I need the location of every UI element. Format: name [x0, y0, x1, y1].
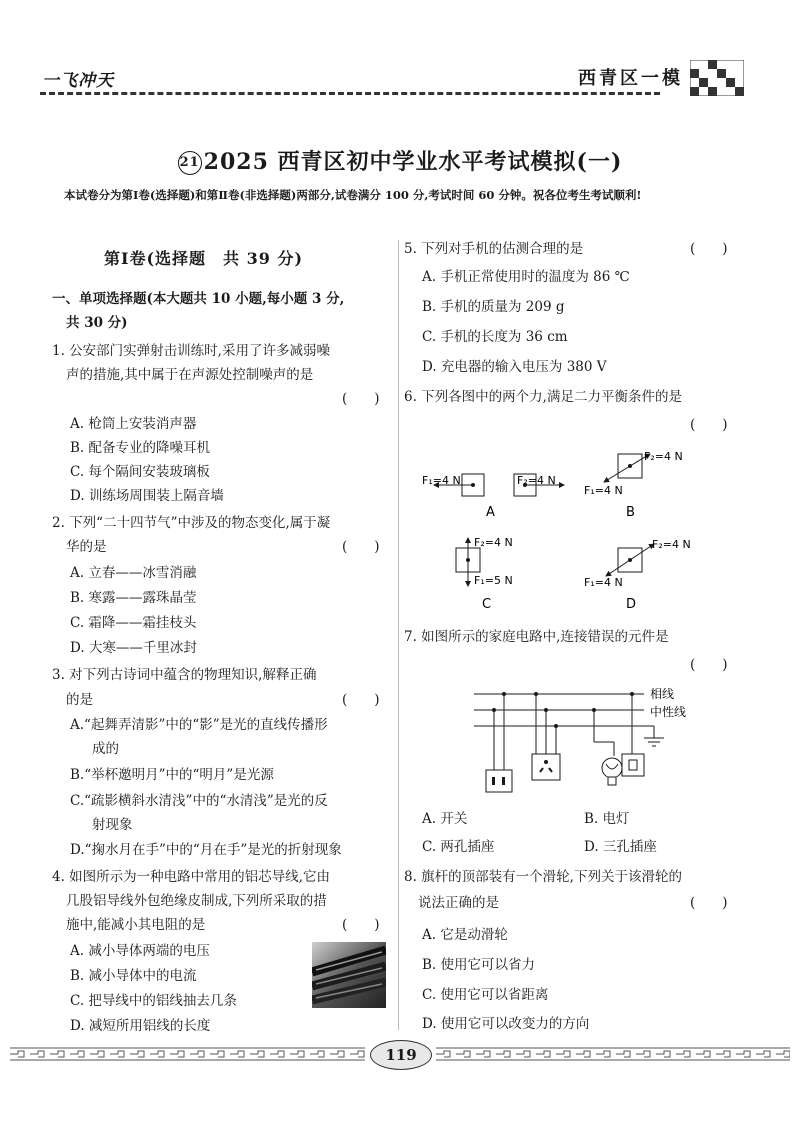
diagram-c-f1: F₁=5 N: [474, 574, 513, 587]
q4-stem-cont2: 施中,能减小其电阻的是: [66, 917, 206, 933]
q5-answer-blank[interactable]: ( ): [690, 241, 728, 257]
diagram-d-label: D: [626, 597, 637, 612]
part-heading-line2: 共 30 分): [66, 315, 128, 331]
q8-answer-blank[interactable]: ( ): [690, 895, 728, 911]
neutral-wire-label: 中性线: [650, 705, 687, 719]
lamp: [592, 708, 622, 785]
q8-stem-cont: 说法正确的是: [418, 895, 499, 911]
q3-answer-blank[interactable]: ( ): [342, 692, 380, 708]
footer-ornament-left: [10, 1046, 365, 1062]
q7-option-d[interactable]: D. 三孔插座: [584, 839, 657, 855]
part-heading-line1: 一、单项选择题(本大题共 10 小题,每小题 3 分,: [52, 291, 345, 307]
exam-region-label: 西青区一模: [578, 68, 683, 89]
q3-stem: 3. 对下列古诗词中蕴含的物理知识,解释正确: [52, 667, 317, 683]
q2-stem-cont: 华的是: [66, 539, 107, 555]
diagram-b: [584, 450, 683, 520]
diagram-c-f2: F₂=4 N: [474, 536, 513, 549]
diagram-d-f1: F₁=4 N: [584, 576, 623, 589]
title-text: 2025 西青区初中学业水平考试模拟(一): [203, 149, 623, 175]
q2-option-a[interactable]: A. 立春——冰雪消融: [70, 565, 197, 581]
page-number: 119: [370, 1040, 432, 1070]
q4-stem-cont1: 几股铝导线外包绝缘皮制成,下列所采取的措: [66, 893, 327, 909]
switch: [622, 692, 644, 776]
diagram-b-label: B: [626, 505, 635, 520]
q2-option-b[interactable]: B. 寒露——露珠晶莹: [70, 590, 197, 606]
q1-stem: 1. 公安部门实弹射击训练时,采用了许多减弱噪: [52, 343, 330, 359]
left-column: [52, 0, 392, 1040]
q1-option-d[interactable]: D. 训练场周围装上隔音墙: [70, 488, 224, 504]
q8-stem: 8. 旗杆的顶部装有一个滑轮,下列关于该滑轮的: [404, 869, 682, 885]
q3-option-a-cont: 成的: [92, 741, 119, 757]
q5-option-a[interactable]: A. 手机正常使用时的温度为 86 ℃: [422, 269, 630, 285]
live-wire-label: 相线: [650, 687, 675, 701]
q2-stem: 2. 下列“二十四节气”中涉及的物态变化,属于凝: [52, 515, 331, 531]
diagram-a-f2: F₂=4 N: [517, 474, 556, 487]
aluminum-wire-photo: [312, 942, 386, 1008]
q4-option-d[interactable]: D. 减短所用铝线的长度: [70, 1018, 211, 1034]
q4-option-b[interactable]: B. 减小导体中的电流: [70, 968, 197, 984]
diagram-c: [456, 536, 513, 612]
diagram-a: [422, 474, 564, 520]
q3-option-b[interactable]: B.“举杯邀明月”中的“明月”是光源: [70, 767, 274, 783]
q1-option-a[interactable]: A. 枪筒上安装消声器: [70, 416, 197, 432]
q2-option-d[interactable]: D. 大寒——千里冰封: [70, 640, 197, 656]
q6-stem: 6. 下列各图中的两个力,满足二力平衡条件的是: [404, 389, 682, 405]
right-column: [404, 0, 754, 1040]
q1-answer-blank[interactable]: ( ): [342, 391, 380, 407]
diagram-b-f1: F₁=4 N: [584, 484, 623, 497]
q7-stem: 7. 如图所示的家庭电路中,连接错误的元件是: [404, 629, 669, 645]
q5-option-d[interactable]: D. 充电器的输入电压为 380 V: [422, 359, 607, 375]
q5-option-c[interactable]: C. 手机的长度为 36 cm: [422, 329, 568, 345]
q2-option-c[interactable]: C. 霜降——霜挂枝头: [70, 615, 197, 631]
brand-logo: 一飞冲天: [42, 71, 114, 91]
household-circuit-diagram: [464, 684, 734, 802]
q3-stem-cont: 的是: [66, 692, 93, 708]
three-hole-socket: [532, 692, 560, 780]
diagram-a-label: A: [486, 505, 495, 520]
q8-option-c[interactable]: C. 使用它可以省距离: [422, 987, 549, 1003]
q1-option-c[interactable]: C. 每个隔间安装玻璃板: [70, 464, 210, 480]
diagram-a-f1: F₁=4 N: [422, 474, 461, 487]
q3-option-d[interactable]: D.“掬水月在手”中的“月在手”是光的折射现象: [70, 842, 342, 858]
q1-option-b[interactable]: B. 配备专业的降噪耳机: [70, 440, 211, 456]
q4-stem: 4. 如图所示为一种电路中常用的铝芯导线,它由: [52, 869, 330, 885]
q7-answer-blank[interactable]: ( ): [690, 657, 728, 673]
q3-option-a[interactable]: A.“起舞弄清影”中的“影”是光的直线传播形: [70, 717, 328, 733]
section-title: 第Ⅰ卷(选择题 共 39 分): [104, 249, 304, 268]
q4-answer-blank[interactable]: ( ): [342, 917, 380, 933]
q4-option-c[interactable]: C. 把导线中的铝线抽去几条: [70, 993, 237, 1009]
q3-option-c-cont: 射现象: [92, 817, 133, 833]
q8-option-d[interactable]: D. 使用它可以改变力的方向: [422, 1016, 590, 1032]
exam-instructions: 本试卷分为第Ⅰ卷(选择题)和第Ⅱ卷(非选择题)两部分,试卷满分 100 分,考试时间 60 分钟。祝各位考生考试顺利!: [64, 188, 642, 202]
q6-answer-blank[interactable]: ( ): [690, 417, 728, 433]
diagram-c-label: C: [482, 597, 492, 612]
q3-option-c[interactable]: C.“疏影横斜水清浅”中的“水清浅”是光的反: [70, 793, 328, 809]
q6-force-diagrams: [404, 444, 744, 620]
column-divider: [398, 240, 399, 1030]
q5-stem: 5. 下列对手机的估测合理的是: [404, 241, 584, 257]
footer-ornament-right: [436, 1046, 790, 1062]
q4-option-a[interactable]: A. 减小导体两端的电压: [70, 943, 210, 959]
diagram-b-f2: F₂=4 N: [644, 450, 683, 463]
q2-answer-blank[interactable]: ( ): [342, 539, 380, 555]
q8-option-a[interactable]: A. 它是动滑轮: [422, 927, 508, 943]
two-hole-socket: [486, 692, 512, 792]
exam-number-badge: 21: [178, 151, 202, 175]
diagram-d: [584, 538, 691, 612]
q5-option-b[interactable]: B. 手机的质量为 209 g: [422, 299, 565, 315]
q7-option-c[interactable]: C. 两孔插座: [422, 839, 495, 855]
q1-stem-cont: 声的措施,其中属于在声源处控制噪声的是: [66, 367, 314, 383]
q8-option-b[interactable]: B. 使用它可以省力: [422, 957, 536, 973]
diagram-d-f2: F₂=4 N: [652, 538, 691, 551]
q7-option-a[interactable]: A. 开关: [422, 811, 468, 827]
q7-option-b[interactable]: B. 电灯: [584, 811, 630, 827]
